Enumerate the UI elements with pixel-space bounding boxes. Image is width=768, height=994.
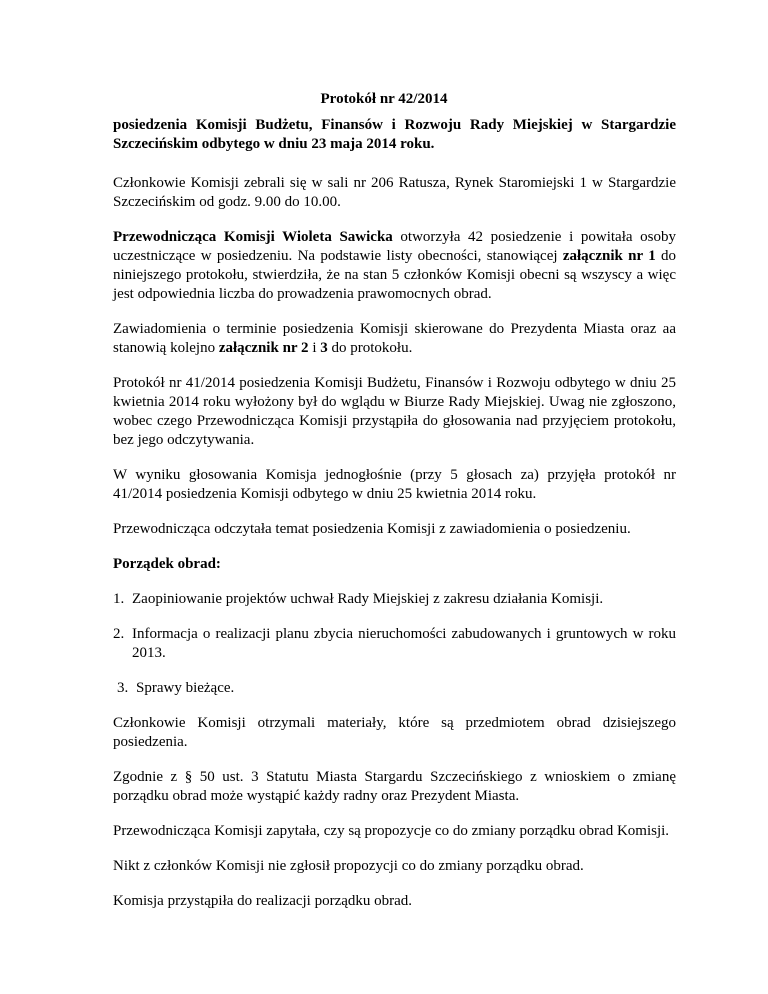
agenda-item-number: 3. — [117, 680, 129, 696]
paragraph-meeting-place: Członkowie Komisji zebrali się w sali nr 206 Ratusza, Rynek Staromiejski 1 w Stargardzie Szczecińskim od godz. 9.00 do 10.00. — [113, 175, 676, 210]
paragraph-vote-result: W wyniku głosowania Komisja jednogłośnie (przy 5 głosach za) przyjęła protokół nr 41/2014 posiedzenia Komisji odbytego w dniu 25 kwietnia 2014 roku. — [113, 467, 676, 502]
paragraph-opening — [113, 228, 676, 304]
attachment-2-ref: załącznik nr 2 — [218, 340, 309, 356]
paragraph-proceed: Komisja przystąpiła do realizacji porządku obrad. — [113, 893, 413, 909]
agenda-item-number: 2. — [113, 626, 125, 642]
agenda-item-number: 1. — [113, 591, 125, 607]
agenda-item — [113, 679, 676, 698]
paragraph-chair-question: Przewodnicząca Komisji zapytała, czy są propozycje co do zmiany porządku obrad Komisji. — [113, 823, 670, 839]
paragraph-topic-read: Przewodnicząca odczytała temat posiedzenia Komisji z zawiadomienia o posiedzeniu. — [113, 521, 631, 537]
agenda-list — [113, 590, 676, 698]
paragraph-previous-protocol: Protokół nr 41/2014 posiedzenia Komisji Budżetu, Finansów i Rozwoju odbytego w dniu 25 kwietnia 2014 roku wyłożony był do wglądu w Biurze Rady Miejskiej. Uwag nie zgłoszono, wobec czego Przewodnicząca Komisji przystąpiła do głosowania nad przyjęciem protokołu, bez jego odczytywania. — [113, 375, 676, 448]
document-body — [113, 116, 676, 927]
notices-text-1: Zawiadomienia o terminie posiedzenia Komisji skierowane do Prezydenta Miasta oraz aa stanowią kolejno — [113, 321, 676, 356]
paragraph-no-proposals: Nikt z członków Komisji nie zgłosił propozycji co do zmiany porządku obrad. — [113, 858, 584, 874]
notices-text-2: do protokołu. — [327, 340, 413, 356]
agenda-item — [113, 590, 676, 609]
paragraph-statute: Zgodnie z § 50 ust. 3 Statutu Miasta Stargardu Szczecińskiego z wnioskiem o zmianę porządku obrad może wystąpić każdy radny oraz Prezydent Miasta. — [113, 769, 676, 804]
opening-text-2: do niniejszego protokołu, stwierdziła, że na stan 5 członków Komisji obecni są wszyscy a więc jest odpowiednia liczba do prowadzenia prawomocnych obrad. — [113, 248, 677, 302]
document-title: Protokół nr 42/2014 — [320, 91, 448, 107]
agenda-item — [113, 625, 676, 663]
paragraph-materials: Członkowie Komisji otrzymali materiały, które są przedmiotem obrad dzisiejszego posiedzenia. — [113, 715, 676, 750]
agenda-item-text: Informacja o realizacji planu zbycia nieruchomości zabudowanych i gruntowych w roku 2013. — [132, 626, 676, 661]
attachment-3-ref: 3 — [320, 340, 328, 356]
opening-text-1: otworzyła 42 posiedzenie i powitała osoby uczestniczące w posiedzeniu. Na podstawie listy obecności, stanowiącej — [113, 229, 676, 264]
attachment-1-ref: załącznik nr 1 — [562, 248, 656, 264]
agenda-heading: Porządek obrad: — [113, 556, 221, 572]
paragraph-notices — [113, 320, 676, 358]
agenda-item-text: Zaopiniowanie projektów uchwał Rady Miejskiej z zakresu działania Komisji. — [132, 591, 604, 607]
meeting-subject: posiedzenia Komisji Budżetu, Finansów i Rozwoju Rady Miejskiej w Stargardzie Szczecińskim odbytego w dniu 23 maja 2014 roku. — [113, 117, 676, 152]
notices-and: i — [308, 340, 321, 356]
agenda-item-text: Sprawy bieżące. — [136, 680, 235, 696]
chair-name: Przewodnicząca Komisji Wioleta Sawicka — [113, 229, 393, 245]
